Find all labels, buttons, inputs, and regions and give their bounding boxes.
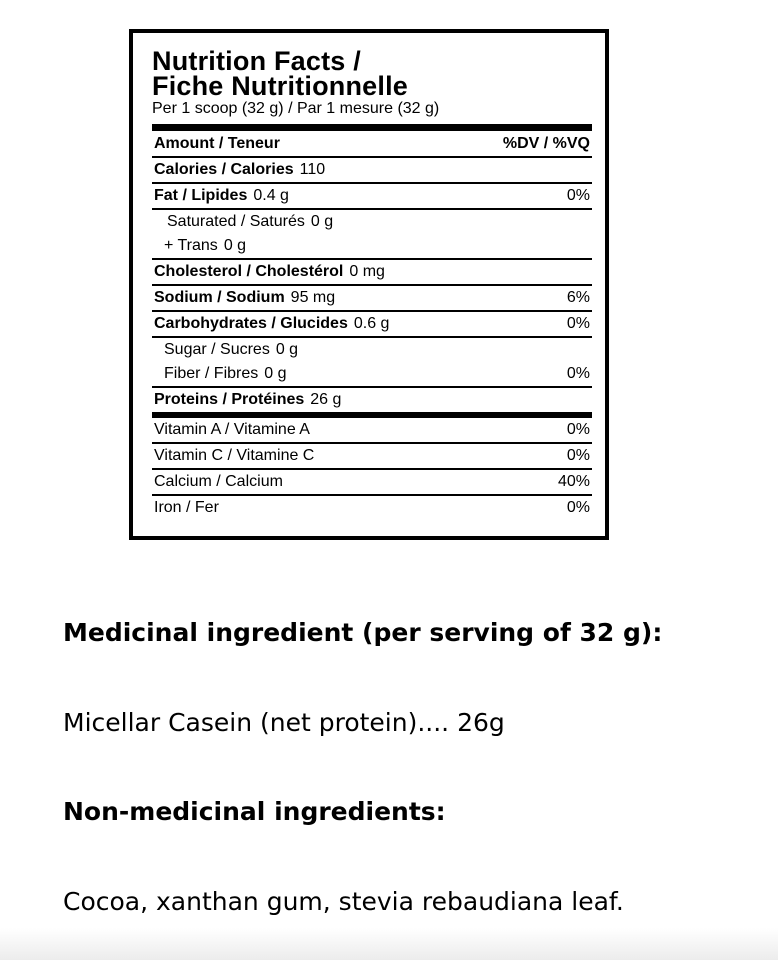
nutrient-label: Proteins / Protéines (154, 391, 305, 408)
nutrient-label: Cholesterol / Cholestérol (154, 263, 344, 280)
vitamin-label: Calcium / Calcium (154, 473, 283, 490)
nutrient-dv: 0% (566, 315, 590, 332)
vitamin-row-a (152, 418, 592, 444)
bottom-fade (0, 928, 778, 960)
nutrient-row-sugar (152, 338, 592, 362)
nutrient-dv: 0% (566, 187, 590, 204)
nutrient-row-carbohydrates (152, 312, 592, 338)
nutrient-row-trans (152, 234, 592, 260)
serving-size: Per 1 scoop (32 g) / Par 1 mesure (32 g) (152, 100, 440, 117)
non-medicinal-heading: Non-medicinal ingredients: (63, 797, 446, 826)
nutrient-row-saturated (152, 210, 592, 234)
vitamin-row-calcium (152, 470, 592, 496)
nutrient-label: Fat / Lipides (154, 187, 248, 204)
nutrient-row-sodium (152, 286, 592, 312)
vitamin-label: Vitamin A / Vitamine A (154, 421, 310, 438)
vitamin-dv: 0% (566, 421, 590, 438)
vitamin-dv: 0% (566, 447, 590, 464)
vitamin-dv: 40% (557, 473, 590, 490)
thick-divider (152, 124, 592, 131)
nutrient-label: Sugar / Sucres (164, 341, 270, 358)
nutrition-title (152, 46, 592, 101)
nutrient-amount: 110 (299, 161, 326, 178)
nutrient-label: Saturated / Saturés (167, 213, 305, 230)
nutrient-amount: 95 mg (290, 289, 336, 306)
vitamin-dv: 0% (566, 499, 590, 516)
nutrient-label: Calories / Calories (154, 161, 294, 178)
nutrient-amount: 0 g (310, 213, 334, 230)
vitamin-label: Vitamin C / Vitamine C (154, 447, 315, 464)
nutrient-row-proteins (152, 388, 592, 412)
nutrient-amount: 26 g (310, 391, 342, 408)
nutrient-label: + Trans (164, 237, 218, 254)
nutrition-facts-panel (129, 29, 609, 540)
medicinal-ingredient: Micellar Casein (net protein).... 26g (63, 708, 505, 737)
nutrient-amount: 0 mg (349, 263, 385, 280)
nutrient-amount: 0 g (264, 365, 287, 382)
nutrient-label: Fiber / Fibres (164, 365, 259, 382)
nutrient-amount: 0 g (275, 341, 299, 358)
nutrient-dv: 0% (566, 365, 590, 382)
nutrient-amount: 0.6 g (353, 315, 390, 332)
non-medicinal-ingredients: Cocoa, xanthan gum, stevia rebaudiana leaf. (63, 887, 624, 916)
nutrient-row-fiber (152, 362, 592, 388)
dv-header: %DV / %VQ (502, 134, 590, 152)
nutrition-title-line1: Nutrition Facts / (152, 46, 361, 76)
vitamin-row-iron (152, 496, 592, 520)
nutrition-title-line2: Fiche Nutritionnelle (152, 71, 409, 101)
nutrient-row-fat (152, 184, 592, 210)
amount-header: Amount / Teneur (154, 134, 280, 152)
nutrient-row-cholesterol (152, 260, 592, 286)
vitamin-label: Iron / Fer (154, 499, 219, 516)
nutrient-label: Sodium / Sodium (154, 289, 285, 306)
nutrient-row-calories (152, 158, 592, 184)
nutrition-header-row (152, 131, 592, 158)
nutrient-dv: 6% (566, 289, 590, 306)
nutrient-amount: 0.4 g (253, 187, 289, 204)
nutrient-amount: 0 g (223, 237, 247, 254)
medicinal-heading: Medicinal ingredient (per serving of 32 g): (63, 618, 663, 647)
nutrient-label: Carbohydrates / Glucides (154, 315, 348, 332)
vitamin-row-c (152, 444, 592, 470)
